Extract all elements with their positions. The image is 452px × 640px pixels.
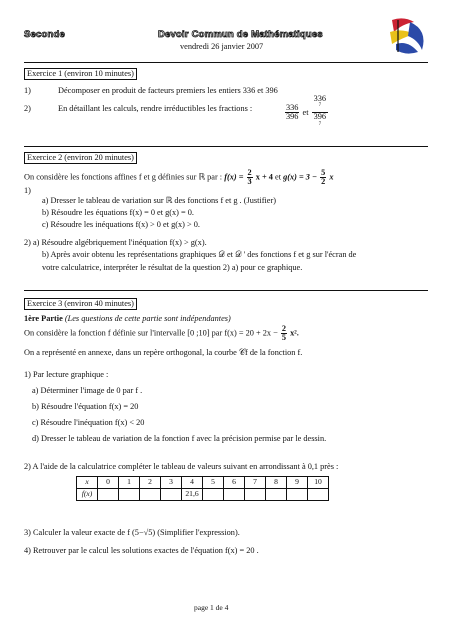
divider — [24, 146, 428, 147]
exam-date: vendredi 26 janvier 2007 — [180, 42, 264, 51]
ex2-q2a: 2) a) Résoudre algébriquement l'inéquation f(x) > g(x). — [24, 238, 207, 247]
fraction-power-7 — [312, 95, 328, 131]
table-cell — [308, 489, 329, 501]
f-definition-start: f(x) = — [224, 172, 244, 182]
table-cell: 0 — [98, 477, 119, 489]
values-table — [76, 476, 329, 501]
exercise-1-title: Exercice 1 (environ 10 minutes) — [24, 68, 137, 80]
part-label: 1ère Partie — [24, 314, 63, 323]
table-cell — [98, 489, 119, 501]
ex1-q2-text: En détaillant les calculs, rendre irréductibles les fractions : — [58, 104, 253, 113]
ex3-q1: 1) Par lecture graphique : — [24, 370, 109, 379]
table-cell — [287, 489, 308, 501]
ex2-q2b: b) Après avoir obtenu les représentations graphiques 𝒟 et 𝒟 ' des fonctions f et g sur l'écran de — [42, 250, 357, 259]
ex3-q1a: a) Déterminer l'image de 0 par f . — [32, 386, 143, 395]
ex2-q1c: c) Résoudre les inéquations f(x) > 0 et g(x) > 0. — [42, 220, 200, 229]
g-definition-start: g(x) = 3 − — [283, 172, 318, 182]
table-cell: 5 — [203, 477, 224, 489]
q3-instruction: (Simplifier l'expression). — [157, 528, 240, 537]
exponent: 7 — [318, 121, 322, 127]
definition-text: On considère la fonction f définie sur l'intervalle [0 ;10] par f(x) = 20 + 2x − — [24, 328, 278, 338]
table-cell — [119, 489, 140, 501]
fraction-denominator: 396 — [286, 112, 299, 122]
table-cell — [245, 489, 266, 501]
fraction-denominator: 2 — [321, 177, 326, 187]
fraction-numerator: 336 — [313, 94, 327, 103]
table-cell: 6 — [224, 477, 245, 489]
table-cell — [140, 489, 161, 501]
g-definition-end: x — [329, 172, 334, 182]
ex2-q1a: a) Dresser le tableau de variation sur ℝ des fonctions f et g . (Justifier) — [42, 196, 276, 205]
table-cell — [203, 489, 224, 501]
table-cell: 3 — [161, 477, 182, 489]
ex2-intro-text: On considère les fonctions affines f et g définies sur ℝ par : — [24, 172, 223, 182]
table-cell: 21,6 — [182, 489, 203, 501]
ex3-q1c: c) Résoudre l'inéquation f(x) < 20 — [32, 418, 145, 427]
ex2-q2b-continued: votre calculatrice, interpréter le résultat de la question 2) a) pour ce graphique. — [42, 263, 303, 272]
q3-text: 3) Calculer la valeur exacte de f — [24, 528, 130, 537]
page-number: page 1 de 4 — [194, 603, 229, 612]
conjunction-et: et — [302, 107, 309, 117]
fraction-2-5 — [281, 325, 287, 343]
conjunction-et: et — [275, 172, 282, 182]
table-header-fx: f(x) — [77, 489, 98, 501]
exercise-2-title: Exercice 2 (environ 20 minutes) — [24, 152, 137, 164]
ex3-function-definition — [24, 325, 299, 343]
table-row-x — [77, 477, 329, 489]
table-cell: 10 — [308, 477, 329, 489]
ex3-q1d: d) Dresser le tableau de variation de la fonction f avec la précision permise par le dessin. — [32, 434, 327, 443]
divider — [24, 62, 428, 63]
table-cell: 9 — [287, 477, 308, 489]
ex1-q1-text: Décomposer en produit de facteurs premiers les entiers 336 et 396 — [58, 86, 278, 95]
ex2-part1-number: 1) — [24, 186, 31, 195]
fraction-numerator: 2 — [247, 168, 252, 177]
table-cell — [224, 489, 245, 501]
definition-end: x². — [290, 328, 299, 338]
fraction-denominator: 396 — [313, 112, 327, 122]
ex2-intro — [24, 169, 334, 187]
fraction-5-2 — [320, 169, 326, 187]
fraction-denominator: 5 — [281, 333, 286, 343]
ex1-q1-number: 1) — [24, 86, 31, 95]
ex1-fractions — [284, 95, 329, 131]
exercise-3-title: Exercice 3 (environ 40 minutes) — [24, 298, 137, 310]
ex3-q4: 4) Retrouver par le calcul les solutions exactes de l'équation f(x) = 20 . — [24, 546, 259, 555]
table-header-x: x — [77, 477, 98, 489]
table-cell: 8 — [266, 477, 287, 489]
class-label: Seconde — [24, 29, 65, 40]
page-title: Devoir Commun de Mathématiques — [158, 29, 323, 40]
school-logo — [384, 14, 430, 58]
table-cell: 4 — [182, 477, 203, 489]
ex1-q2-number: 2) — [24, 104, 31, 113]
ex3-q1b: b) Résoudre l'équation f(x) = 20 — [32, 402, 139, 411]
fraction-denominator: 3 — [247, 177, 252, 187]
table-row-fx — [77, 489, 329, 501]
ex2-q1b: b) Résoudre les équations f(x) = 0 et g(x) = 0. — [42, 208, 194, 217]
ex3-part-heading — [24, 314, 231, 324]
ex3-annex-note: On a représenté en annexe, dans un repère orthogonal, la courbe 𝒞f de la fonction f. — [24, 348, 303, 357]
ex3-q3 — [24, 528, 240, 538]
table-cell: 7 — [245, 477, 266, 489]
table-cell — [161, 489, 182, 501]
exponent: 7 — [318, 103, 322, 109]
fraction-2-3 — [247, 169, 253, 187]
fraction-336-396 — [285, 104, 299, 122]
divider — [24, 290, 428, 291]
fraction-numerator: 336 — [286, 103, 299, 113]
table-cell: 1 — [119, 477, 140, 489]
fraction-numerator: 2 — [281, 324, 286, 333]
part-note: (Les questions de cette partie sont indépendantes) — [64, 314, 231, 323]
f-definition-end: x + 4 — [255, 172, 273, 182]
ex3-q2: 2) A l'aide de la calculatrice compléter le tableau de valeurs suivant en arrondissant à 0,1 près : — [24, 462, 339, 471]
fraction-numerator: 5 — [321, 168, 326, 177]
table-cell: 2 — [140, 477, 161, 489]
table-cell — [266, 489, 287, 501]
q3-argument: (5−√5) — [132, 528, 156, 537]
